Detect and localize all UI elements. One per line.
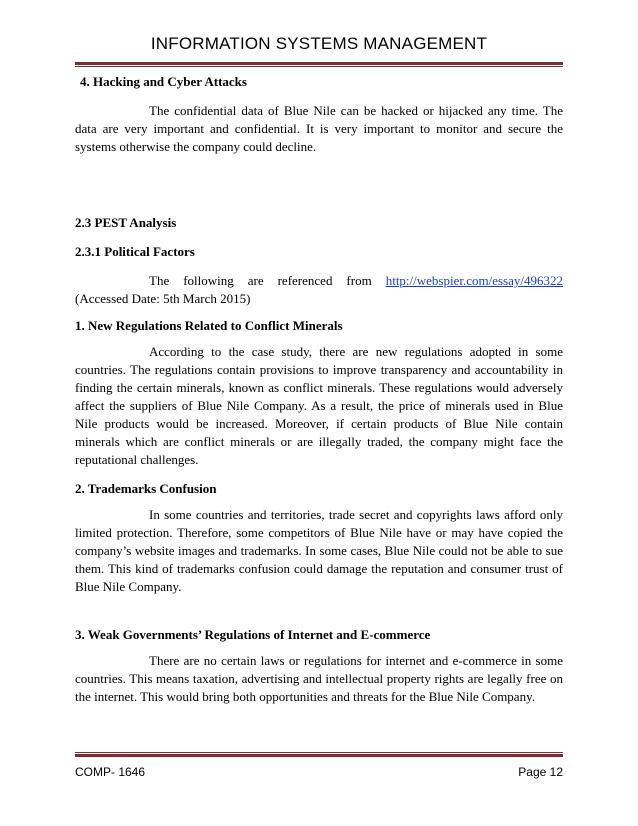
item-heading-conflict-minerals: 1. New Regulations Related to Conflict Minerals — [75, 318, 343, 333]
reference-accessed: (Accessed Date: 5th March 2015) — [75, 291, 251, 306]
paragraph-weak-regulations: There are no certain laws or regulations for internet and e-commerce in some countries. This means taxation, advertising and intellectual property rights are legally free on the internet. This would bring both opportunities and threats for the Blue Nile Company. — [75, 653, 563, 704]
page-header-title: INFORMATION SYSTEMS MANAGEMENT — [150, 34, 488, 53]
footer-rule-thin — [75, 752, 563, 753]
item-heading-weak-regulations: 3. Weak Governments’ Regulations of Internet and E-commerce — [75, 627, 431, 642]
item-heading-trademarks: 2. Trademarks Confusion — [75, 481, 217, 496]
footer-rule-thick — [75, 754, 563, 757]
item-trademarks-body — [75, 506, 563, 596]
footer-course-code: COMP- 1646 — [75, 765, 146, 779]
section-hacking-body — [75, 102, 563, 156]
header-rule-thick — [75, 62, 563, 65]
section-heading-pest: 2.3 PEST Analysis — [75, 215, 177, 230]
paragraph-hacking: The confidential data of Blue Nile can be hacked or hijacked any time. The data are very important and confidential. It is very important to monitor and secure the systems otherwise the company could decline. — [75, 103, 563, 154]
subsection-heading-political: 2.3.1 Political Factors — [75, 244, 195, 259]
section-heading-hacking: 4. Hacking and Cyber Attacks — [80, 74, 247, 89]
header-rule-thin — [75, 66, 563, 67]
item-weak-regulations-body — [75, 652, 563, 706]
paragraph-trademarks: In some countries and territories, trade secret and copyrights laws afford only limited protection. Therefore, some competitors of Blue Nile have or may have copied the company’s website images and trademarks. In some cases, Blue Nile could not be able to sue them. This kind of trademarks confusion could damage the reputation and consumer trust of Blue Nile Company. — [75, 507, 563, 594]
reference-link[interactable]: http://webspier.com/essay/496322 — [385, 273, 563, 288]
item-conflict-minerals-body — [75, 343, 563, 469]
reference-text: The following are referenced from — [149, 273, 386, 288]
paragraph-conflict-minerals: According to the case study, there are new regulations adopted in some countries. The regulations contain provisions to improve transparency and accountability in finding the certain minerals, known as conflict minerals. These regulations would adversely affect the suppliers of Blue Nile Company. As a result, the price of minerals used in Blue Nile products would be increased. Moreover, if certain products of Blue Nile contain minerals which are conflict minerals or are illegally traded, the company might face the reputational challenges. — [75, 344, 563, 467]
footer-page-number: Page 12 — [518, 765, 563, 779]
reference-paragraph — [75, 272, 563, 308]
